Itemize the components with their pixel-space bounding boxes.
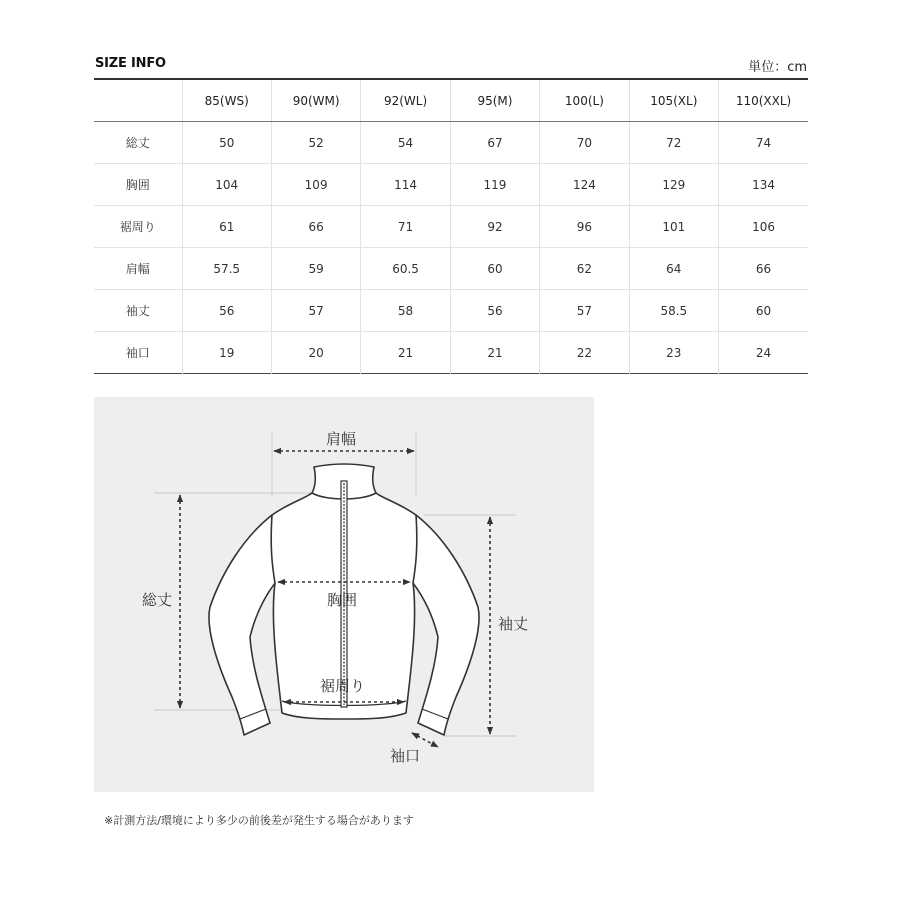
measurement-diagram [94, 397, 594, 792]
table-cell: 106 [719, 206, 808, 248]
shoulder-label: 肩幅 [326, 430, 357, 448]
row-label: 裾周り [94, 206, 182, 248]
size-table-header-row [94, 79, 808, 122]
table-cell: 61 [182, 206, 271, 248]
table-cell: 57.5 [182, 248, 271, 290]
chest-label: 胸囲 [327, 591, 358, 609]
table-cell: 60 [719, 290, 808, 332]
unit-label: 単位：cm [748, 60, 807, 75]
table-cell: 72 [629, 122, 718, 164]
table-cell: 64 [629, 248, 718, 290]
size-column-header: 95(M) [450, 79, 539, 122]
table-row [94, 248, 808, 290]
table-cell: 21 [450, 332, 539, 374]
size-info-title: SIZE INFO [95, 56, 166, 71]
row-label: 総丈 [94, 122, 182, 164]
row-label: 胸囲 [94, 164, 182, 206]
table-cell: 66 [719, 248, 808, 290]
footnote: ※計測方法/環境により多少の前後差が発生する場合があります [104, 814, 414, 827]
table-cell: 104 [182, 164, 271, 206]
cuff-label: 袖口 [390, 747, 421, 765]
table-cell: 54 [361, 122, 450, 164]
table-cell: 57 [540, 290, 629, 332]
size-column-header: 110(XXL) [719, 79, 808, 122]
row-label: 袖口 [94, 332, 182, 374]
table-cell: 24 [755, 345, 772, 360]
size-column-header: 92(WL) [361, 79, 450, 122]
table-cell: 52 [271, 122, 360, 164]
table-cell: 22 [540, 332, 629, 374]
table-cell: 56 [450, 290, 539, 332]
table-cell: 58 [361, 290, 450, 332]
table-cell: 129 [629, 164, 718, 206]
table-cell: 119 [450, 164, 539, 206]
table-cell: 74 [719, 122, 808, 164]
table-cell: 134 [719, 164, 808, 206]
table-row [94, 206, 808, 248]
table-cell: 60 [450, 248, 539, 290]
table-cell: 60.5 [361, 248, 450, 290]
table-cell: 62 [540, 248, 629, 290]
table-cell: 23 [629, 332, 718, 374]
table-cell: 58.5 [629, 290, 718, 332]
hem-label: 裾周り [320, 677, 366, 695]
table-cell: 67 [450, 122, 539, 164]
table-cell: 19 [182, 332, 271, 374]
table-cell: 20 [271, 332, 360, 374]
table-cell: 71 [361, 206, 450, 248]
table-cell: 59 [271, 248, 360, 290]
table-cell: 114 [361, 164, 450, 206]
table-row [94, 164, 808, 206]
table-cell: 50 [182, 122, 271, 164]
table-cell: 56 [182, 290, 271, 332]
length-label: 総丈 [142, 591, 173, 609]
table-row [94, 332, 808, 374]
table-cell: 109 [271, 164, 360, 206]
size-column-header: 105(XL) [629, 79, 718, 122]
table-cell: 92 [450, 206, 539, 248]
size-table [94, 78, 808, 374]
table-cell: 70 [540, 122, 629, 164]
size-column-header: 100(L) [540, 79, 629, 122]
table-cell: 96 [540, 206, 629, 248]
table-cell: 57 [271, 290, 360, 332]
row-label: 袖丈 [94, 290, 182, 332]
row-label: 肩幅 [94, 248, 182, 290]
table-cell: 101 [629, 206, 718, 248]
table-cell: 21 [361, 332, 450, 374]
header-empty-cell [94, 79, 182, 122]
size-column-header: 85(WS) [182, 79, 271, 122]
table-cell: 124 [540, 164, 629, 206]
table-row [94, 290, 808, 332]
table-cell: 66 [271, 206, 360, 248]
sleeve-label: 袖丈 [498, 615, 529, 633]
table-row [94, 122, 808, 164]
size-column-header: 90(WM) [271, 79, 360, 122]
